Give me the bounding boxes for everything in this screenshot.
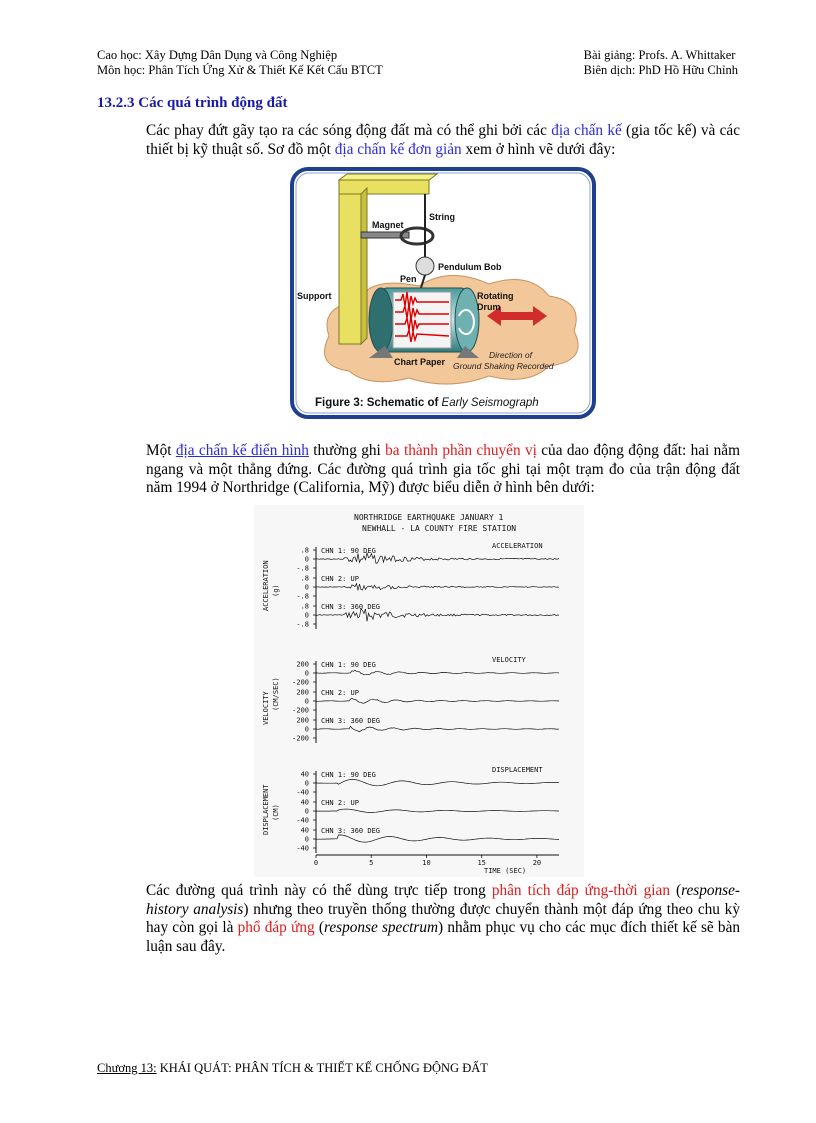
northridge-records-figure	[254, 505, 584, 877]
term-response-history: phân tích đáp ứng-thời gian	[491, 882, 670, 899]
velocity-tick: 200	[296, 688, 309, 697]
paragraph-3	[146, 882, 740, 956]
label-magnet: Magnet	[372, 220, 404, 230]
displacement-group-title: DISPLACEMENT	[492, 766, 543, 774]
velocity-tick: 200	[296, 660, 309, 669]
term-seismograph: địa chấn kế	[551, 122, 622, 139]
p2-text-c: thường ghi	[308, 442, 386, 459]
acceleration-tick: -.8	[296, 564, 309, 573]
label-direction-1: Direction of	[489, 350, 532, 360]
time-axis-label: TIME (SEC)	[484, 867, 527, 875]
label-drum: Drum	[477, 302, 501, 312]
p1-text-e: xem ở hình vẽ dưới đây:	[461, 140, 616, 158]
channel-label: CHN 1: 90 DEG	[321, 547, 376, 555]
label-direction-2: Ground Shaking Recorded	[453, 361, 554, 371]
header-translator: Biên dịch: PhD Hồ Hữu Chỉnh	[583, 63, 738, 77]
p2-text-a: Một	[146, 442, 176, 459]
channel-label: CHN 2: UP	[321, 799, 359, 807]
displacement-tick: -40	[296, 788, 309, 797]
link-typical-seismograph[interactable]: địa chấn kế điển hình	[175, 442, 309, 459]
acceleration-tick: 0	[304, 583, 309, 592]
p2-text-e: của dao động động đất: hai nằm ngang và một thẳng đứng. Các đường quá trình gia tốc ghi tại một trạm đo của trận động đất năm 1994 ở Northridge (California, Mỹ) được biểu diễn ở hình bên dưới:	[146, 442, 740, 496]
displacement-tick: 40	[300, 826, 309, 835]
acceleration-tick: -.8	[296, 592, 309, 601]
displacement-tick: 0	[304, 835, 309, 844]
pendulum-bob	[416, 257, 434, 275]
label-support: Support	[297, 291, 332, 301]
term-simple-seismograph: địa chấn kế đơn giản	[334, 140, 462, 158]
displacement-tick: -40	[296, 816, 309, 825]
displacement-tick: 40	[300, 770, 309, 779]
footer	[97, 1061, 488, 1076]
channel-label: CHN 2: UP	[321, 689, 359, 697]
support-column	[339, 194, 361, 344]
header-course: Cao học: Xây Dựng Dân Dụng và Công Nghiệp	[97, 48, 338, 62]
p3-text-i: ) nhằm phục vụ cho các mục đích thiết kế sẽ bàn luận sau đây.	[146, 919, 741, 955]
acceleration-group-title: ACCELERATION	[492, 542, 543, 550]
section-title: 13.2.3 Các quá trình động đất	[97, 95, 288, 111]
term-response-spectrum: phổ đáp ứng	[237, 919, 315, 936]
acceleration-tick: .8	[300, 546, 309, 555]
velocity-unit: (CM/SEC)	[272, 677, 280, 711]
displacement-tick: -40	[296, 844, 309, 853]
acceleration-ylabel: ACCELERATION	[262, 560, 270, 611]
paragraph-2	[146, 442, 740, 498]
label-string: String	[429, 212, 455, 222]
support-arm	[339, 180, 429, 194]
header-subject: Môn học: Phân Tích Ứng Xử & Thiết Kế Kết Cấu BTCT	[97, 63, 383, 77]
term-three-components: ba thành phần chuyển vị	[385, 442, 537, 459]
p3-text-g: (	[314, 919, 324, 936]
acceleration-tick: 0	[304, 555, 309, 564]
velocity-tick: -200	[292, 706, 309, 715]
time-tick: 5	[369, 859, 374, 867]
label-chart-paper: Chart Paper	[394, 357, 446, 367]
label-rotating: Rotating	[477, 291, 514, 301]
displacement-tick: 0	[304, 807, 309, 816]
channel-label: CHN 3: 360 DEG	[321, 827, 381, 835]
time-tick: 0	[313, 859, 319, 867]
paragraph-1	[146, 122, 740, 159]
term-response-spectrum-en: response spectrum	[323, 919, 439, 936]
figure2-title-2: NEWHALL - LA COUNTY FIRE STATION	[362, 524, 517, 533]
time-tick: 20	[532, 859, 542, 867]
channel-label: CHN 1: 90 DEG	[321, 661, 376, 669]
channel-label: CHN 1: 90 DEG	[321, 771, 376, 779]
velocity-tick: 0	[304, 725, 309, 734]
displacement-tick: 40	[300, 798, 309, 807]
velocity-tick: 200	[296, 716, 309, 725]
velocity-tick: -200	[292, 678, 309, 687]
p3-text-c: (	[669, 882, 682, 899]
acceleration-unit: (g)	[272, 584, 280, 597]
footer-chapter: Chương 13:	[97, 1061, 157, 1075]
label-pen: Pen	[400, 274, 417, 284]
figure2-title-1: NORTHRIDGE EARTHQUAKE JANUARY 1	[354, 513, 504, 522]
channel-label: CHN 3: 360 DEG	[321, 603, 381, 611]
velocity-ylabel: VELOCITY	[262, 691, 270, 725]
label-pendulum-bob: Pendulum Bob	[438, 262, 502, 272]
velocity-group-title: VELOCITY	[492, 656, 526, 664]
term-response-history-en: response-history analysis	[146, 882, 741, 918]
header-left	[97, 48, 383, 78]
footer-title: KHÁI QUÁT: PHÂN TÍCH & THIẾT KẾ CHỐNG ĐỘNG ĐẤT	[156, 1061, 488, 1075]
acceleration-tick: .8	[300, 602, 309, 611]
channel-label: CHN 2: UP	[321, 575, 359, 583]
header-lecturer: Bài giảng: Profs. A. Whittaker	[583, 48, 736, 62]
acceleration-tick: .8	[300, 574, 309, 583]
p3-text-a: Các đường quá trình này có thể dùng trực tiếp trong	[146, 882, 492, 899]
p3-text-e: ) nhưng theo truyền thống thường được chuyển thành một đáp ứng theo chu kỳ hay còn gọi là	[146, 900, 740, 936]
time-tick: 15	[477, 859, 486, 867]
p1-text-a: Các phay đứt gãy tạo ra các sóng động đất mà có thể ghi bởi các	[146, 122, 552, 139]
displacement-tick: 0	[304, 779, 309, 788]
acceleration-tick: 0	[304, 611, 309, 620]
header-right	[584, 48, 738, 78]
figure1-caption: Figure 3: Schematic of Early Seismograph	[315, 397, 539, 409]
acceleration-tick: -.8	[296, 620, 309, 629]
channel-label: CHN 3: 360 DEG	[321, 717, 381, 725]
velocity-tick: -200	[292, 734, 309, 743]
displacement-unit: (CM)	[272, 804, 280, 821]
displacement-ylabel: DISPLACEMENT	[262, 784, 270, 835]
time-tick: 10	[422, 859, 431, 867]
velocity-tick: 0	[304, 669, 309, 678]
chart-paper	[393, 292, 451, 348]
p1-text-c: (gia tốc kế) và các thiết bị kỹ thuật số. Sơ đồ một	[146, 122, 740, 158]
velocity-tick: 0	[304, 697, 309, 706]
seismograph-figure	[289, 166, 597, 420]
